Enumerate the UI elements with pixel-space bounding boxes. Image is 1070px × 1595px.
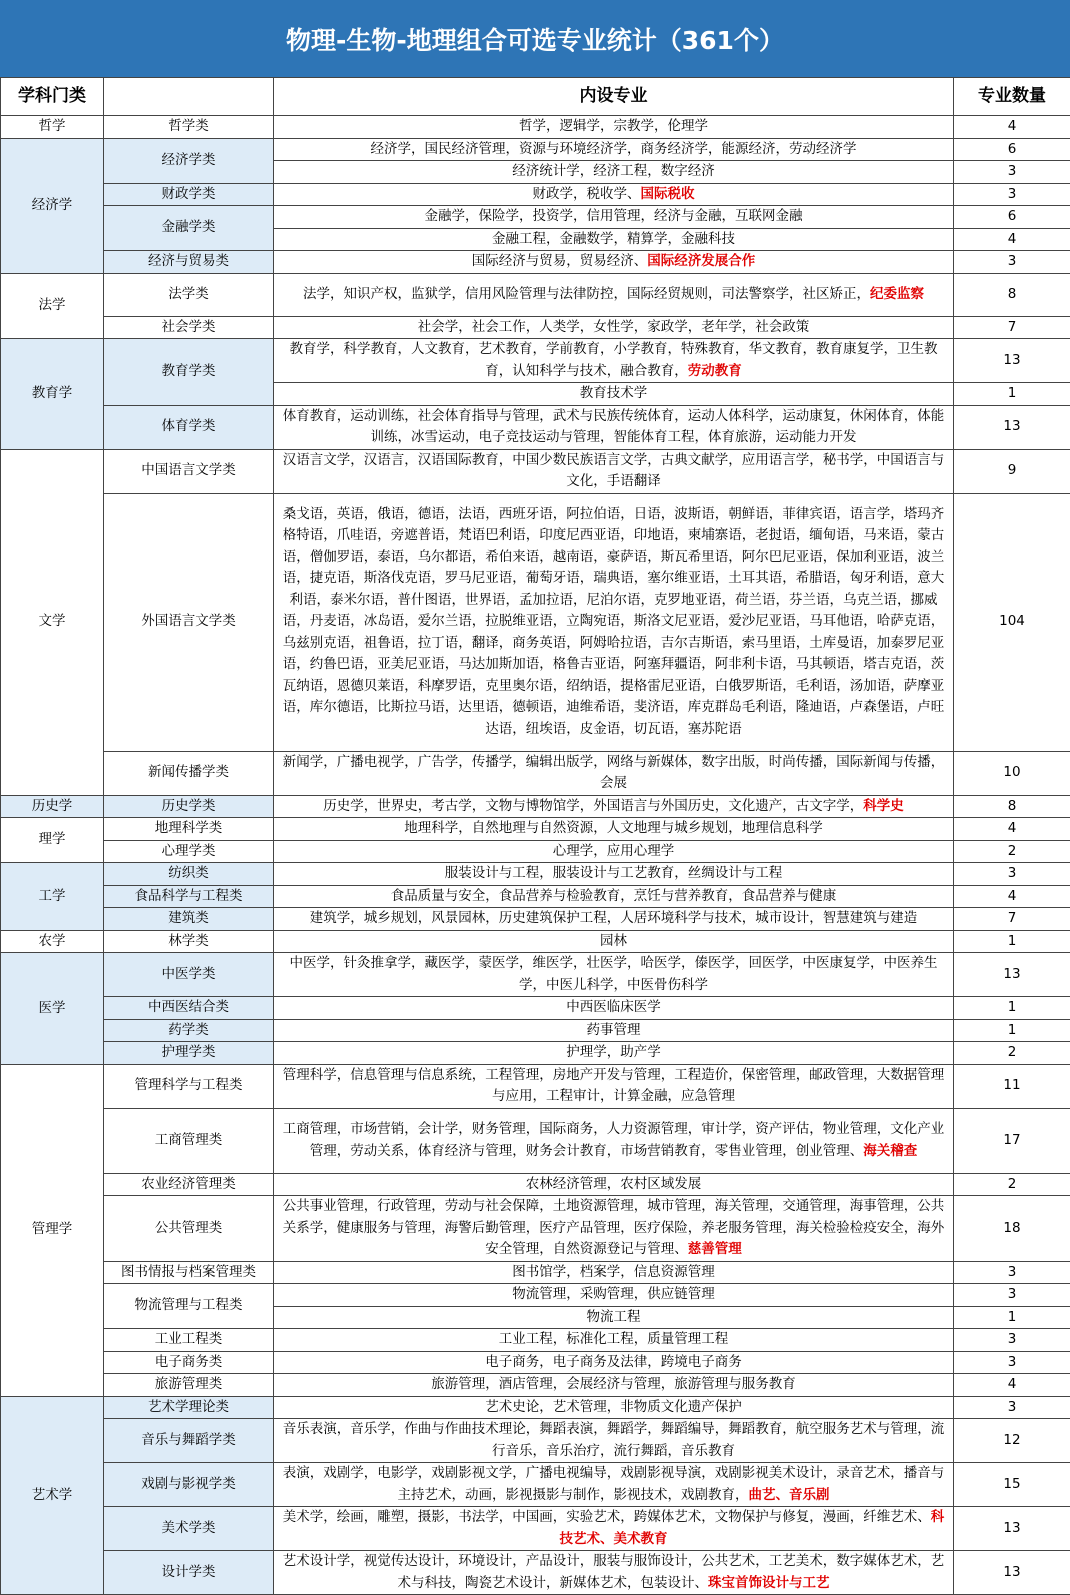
majors-text: 汉语言文学，汉语言，汉语国际教育，中国少数民族语言文学，古典文献学，应用语言学，秘书学，中国语言与文化，手语翻译 xyxy=(282,451,945,489)
category-cell: 教育学 xyxy=(1,339,104,450)
header-majors: 内设专业 xyxy=(274,78,954,116)
count-cell: 3 xyxy=(954,251,1070,274)
class-cell: 工业工程类 xyxy=(104,1329,274,1352)
majors-text: 金融学，保险学，投资学，信用管理，经济与金融，互联网金融 xyxy=(424,208,803,224)
table-row xyxy=(1,1396,1070,1419)
count-cell: 4 xyxy=(954,885,1070,908)
category-cell: 医学 xyxy=(1,953,104,1065)
table-row xyxy=(1,1329,1070,1352)
majors-cell xyxy=(274,206,954,229)
class-cell: 公共管理类 xyxy=(104,1196,274,1262)
table-row xyxy=(1,493,1070,751)
majors-cell xyxy=(274,908,954,931)
majors-text: 表演，戏剧学，电影学，戏剧影视文学，广播电视编导，戏剧影视导演，戏剧影视美术设计，录音艺术，播音与主持艺术，动画，影视摄影与制作，影视技术，戏剧教育， xyxy=(282,1465,945,1503)
highlighted-major: 国际经济发展合作 xyxy=(647,253,756,269)
table-row xyxy=(1,1507,1070,1551)
table-row xyxy=(1,818,1070,841)
count-cell: 6 xyxy=(954,138,1070,161)
majors-text: 艺术史论，艺术管理，非物质文化遗产保护 xyxy=(485,1398,742,1415)
majors-text: 农林经济管理，农村区域发展 xyxy=(525,1175,702,1192)
table-row xyxy=(1,1173,1070,1196)
majors-cell xyxy=(274,183,954,206)
majors-cell xyxy=(274,885,954,908)
majors-text: 社会学，社会工作，人类学，女性学，家政学，老年学，社会政策 xyxy=(417,318,810,335)
majors-cell xyxy=(274,161,954,184)
class-cell: 法学类 xyxy=(104,273,274,316)
majors-text: 物流管理，采购管理，供应链管理 xyxy=(512,1286,715,1302)
majors-table xyxy=(0,77,1070,1595)
table-row xyxy=(1,1284,1070,1307)
category-cell: 理学 xyxy=(1,818,104,863)
count-cell: 3 xyxy=(954,1284,1070,1307)
class-cell: 农业经济管理类 xyxy=(104,1173,274,1196)
class-cell: 新闻传播学类 xyxy=(104,751,274,795)
majors-cell xyxy=(274,251,954,274)
table-row xyxy=(1,1551,1070,1595)
count-cell: 2 xyxy=(954,840,1070,863)
highlighted-major: 慈善管理 xyxy=(687,1241,742,1257)
majors-text: 体育教育，运动训练，社会体育指导与管理，武术与民族传统体育，运动人体科学，运动康复，休闲体育，体能训练，冰雪运动，电子竞技运动与管理，智能体育工程，体育旅游，运动能力开发 xyxy=(282,407,945,445)
majors-cell xyxy=(274,863,954,886)
table-row xyxy=(1,1463,1070,1507)
count-cell: 1 xyxy=(954,383,1070,406)
class-cell: 林学类 xyxy=(104,930,274,953)
table-row xyxy=(1,405,1070,449)
table-row xyxy=(1,1019,1070,1042)
table-row xyxy=(1,885,1070,908)
majors-cell xyxy=(274,339,954,383)
class-cell: 社会学类 xyxy=(104,316,274,339)
category-cell: 管理学 xyxy=(1,1064,104,1396)
majors-text: 园林 xyxy=(600,932,627,949)
highlighted-major: 国际税收 xyxy=(640,185,695,202)
majors-text: 教育技术学 xyxy=(579,385,648,401)
count-cell: 18 xyxy=(954,1196,1070,1262)
class-cell: 食品科学与工程类 xyxy=(104,885,274,908)
majors-text: 财政学，税收学、 xyxy=(532,185,641,202)
class-cell: 旅游管理类 xyxy=(104,1374,274,1397)
header-category: 学科门类 xyxy=(1,78,104,116)
table-row xyxy=(1,930,1070,953)
majors-text: 旅游管理，酒店管理，会展经济与管理，旅游管理与服务教育 xyxy=(431,1376,796,1392)
table-row xyxy=(1,116,1070,139)
table-row xyxy=(1,316,1070,339)
highlighted-major: 曲艺、音乐剧 xyxy=(748,1486,830,1503)
table-row xyxy=(1,1374,1070,1397)
majors-cell xyxy=(274,449,954,493)
majors-cell xyxy=(274,405,954,449)
table-row xyxy=(1,840,1070,863)
category-cell: 经济学 xyxy=(1,138,104,273)
majors-text: 护理学，助产学 xyxy=(566,1044,661,1060)
majors-cell xyxy=(274,116,954,139)
count-cell: 1 xyxy=(954,997,1070,1020)
count-cell: 3 xyxy=(954,1329,1070,1352)
table-row xyxy=(1,795,1070,818)
class-cell: 哲学类 xyxy=(104,116,274,139)
class-cell: 经济学类 xyxy=(104,138,274,183)
count-cell: 3 xyxy=(954,863,1070,886)
majors-cell xyxy=(274,751,954,795)
majors-cell xyxy=(274,1196,954,1262)
majors-cell xyxy=(274,1173,954,1196)
count-cell: 6 xyxy=(954,206,1070,229)
class-cell: 中西医结合类 xyxy=(104,997,274,1020)
class-cell: 中医学类 xyxy=(104,953,274,997)
majors-cell xyxy=(274,273,954,316)
count-cell: 3 xyxy=(954,183,1070,206)
majors-text: 物流工程 xyxy=(586,1308,641,1325)
table-row xyxy=(1,1042,1070,1065)
highlighted-major: 科技艺术、美术教育 xyxy=(559,1509,945,1547)
class-cell: 工商管理类 xyxy=(104,1108,274,1173)
majors-cell xyxy=(274,1284,954,1307)
count-cell: 7 xyxy=(954,908,1070,931)
count-cell: 4 xyxy=(954,1374,1070,1397)
majors-cell xyxy=(274,1396,954,1419)
count-cell: 1 xyxy=(954,930,1070,953)
class-cell: 音乐与舞蹈学类 xyxy=(104,1419,274,1463)
class-cell: 物流管理与工程类 xyxy=(104,1284,274,1329)
table-row xyxy=(1,1261,1070,1284)
class-cell: 外国语言文学类 xyxy=(104,493,274,751)
count-cell: 17 xyxy=(954,1108,1070,1173)
majors-text: 艺术设计学，视觉传达设计，环境设计，产品设计，服装与服饰设计，公共艺术，工艺美术，数字媒体艺术，艺术与科技，陶瓷艺术设计，新媒体艺术，包装设计、 xyxy=(282,1553,945,1591)
majors-text: 教育学，科学教育，人文教育，艺术教育，学前教育，小学教育，特殊教育，华文教育，教育康复学，卫生教育，认知科学与技术，融合教育， xyxy=(289,341,938,379)
count-cell: 4 xyxy=(954,228,1070,251)
class-cell: 戏剧与影视学类 xyxy=(104,1463,274,1507)
count-cell: 1 xyxy=(954,1306,1070,1329)
table-row xyxy=(1,997,1070,1020)
majors-cell xyxy=(274,1108,954,1173)
majors-text: 服装设计与工程，服装设计与工艺教育，丝绸设计与工程 xyxy=(444,865,783,881)
class-cell: 管理科学与工程类 xyxy=(104,1064,274,1108)
count-cell: 4 xyxy=(954,116,1070,139)
class-cell: 建筑类 xyxy=(104,908,274,931)
majors-text: 药事管理 xyxy=(586,1021,641,1038)
table-row xyxy=(1,1351,1070,1374)
majors-text: 建筑学，城乡规划，风景园林，历史建筑保护工程，人居环境科学与技术，城市设计，智慧建筑与建造 xyxy=(309,910,918,926)
majors-text: 金融工程，金融数学，精算学，金融科技 xyxy=(492,230,735,247)
majors-cell xyxy=(274,818,954,841)
majors-cell xyxy=(274,1329,954,1352)
class-cell: 纺织类 xyxy=(104,863,274,886)
highlighted-major: 科学史 xyxy=(863,797,904,814)
category-cell: 文学 xyxy=(1,449,104,795)
highlighted-major: 珠宝首饰设计与工艺 xyxy=(708,1574,830,1591)
majors-cell xyxy=(274,930,954,953)
majors-cell xyxy=(274,493,954,751)
class-cell: 设计学类 xyxy=(104,1551,274,1595)
majors-text: 经济统计学，经济工程，数字经济 xyxy=(512,163,715,179)
majors-cell xyxy=(274,1419,954,1463)
category-cell: 哲学 xyxy=(1,116,104,139)
majors-text: 图书馆学，档案学，信息资源管理 xyxy=(512,1263,715,1280)
majors-cell xyxy=(274,228,954,251)
count-cell: 10 xyxy=(954,751,1070,795)
majors-text: 中医学，针灸推拿学，藏医学，蒙医学，维医学，壮医学，哈医学，傣医学，回医学，中医康复学，中医养生学，中医儿科学，中医骨伤科学 xyxy=(289,955,938,993)
majors-cell xyxy=(274,1064,954,1108)
majors-text: 工商管理，市场营销，会计学，财务管理，国际商务，人力资源管理，审计学，资产评估，物业管理，文化产业管理，劳动关系，体育经济与管理，财务会计教育，市场营销教育，零售业管理，创业管理、 xyxy=(282,1121,945,1159)
table-row xyxy=(1,339,1070,383)
majors-text: 地理科学，自然地理与自然资源，人文地理与城乡规划，地理信息科学 xyxy=(404,820,823,836)
count-cell: 3 xyxy=(954,161,1070,184)
count-cell: 3 xyxy=(954,1351,1070,1374)
count-cell: 9 xyxy=(954,449,1070,493)
count-cell: 15 xyxy=(954,1463,1070,1507)
majors-cell xyxy=(274,1463,954,1507)
table-row xyxy=(1,863,1070,886)
category-cell: 工学 xyxy=(1,863,104,931)
majors-cell xyxy=(274,316,954,339)
majors-cell xyxy=(274,138,954,161)
class-cell: 教育学类 xyxy=(104,339,274,406)
table-row xyxy=(1,206,1070,229)
class-cell: 电子商务类 xyxy=(104,1351,274,1374)
majors-cell xyxy=(274,1306,954,1329)
majors-text: 法学，知识产权，监狱学，信用风险管理与法律防控，国际经贸规则，司法警察学，社区矫正， xyxy=(303,285,870,302)
highlighted-major: 纪委监察 xyxy=(870,285,924,302)
count-cell: 8 xyxy=(954,795,1070,818)
majors-text: 经济学，国民经济管理，资源与环境经济学，商务经济学，能源经济，劳动经济学 xyxy=(370,140,857,157)
count-cell: 104 xyxy=(954,493,1070,751)
table-body xyxy=(1,116,1070,1595)
count-cell: 2 xyxy=(954,1042,1070,1065)
majors-text: 心理学，应用心理学 xyxy=(552,842,675,859)
table-row xyxy=(1,1108,1070,1173)
class-cell: 护理学类 xyxy=(104,1042,274,1065)
count-cell: 11 xyxy=(954,1064,1070,1108)
majors-text: 管理科学，信息管理与信息系统，工程管理，房地产开发与管理，工程造价，保密管理，邮政管理，大数据管理与应用，工程审计，计算金融，应急管理 xyxy=(282,1066,945,1104)
highlighted-major: 海关稽查 xyxy=(863,1142,918,1159)
majors-cell xyxy=(274,1551,954,1595)
class-cell: 金融学类 xyxy=(104,206,274,251)
majors-cell xyxy=(274,1042,954,1065)
table-row xyxy=(1,183,1070,206)
majors-text: 音乐表演，音乐学，作曲与作曲技术理论，舞蹈表演，舞蹈学，舞蹈编导，舞蹈教育，航空服务艺术与管理，流行音乐，音乐治疗，流行舞蹈，音乐教育 xyxy=(282,1421,945,1459)
class-cell: 美术学类 xyxy=(104,1507,274,1551)
majors-text: 历史学，世界史，考古学，文物与博物馆学，外国语言与外国历史，文化遗产，古文字学， xyxy=(323,797,864,814)
class-cell: 经济与贸易类 xyxy=(104,251,274,274)
class-cell: 地理科学类 xyxy=(104,818,274,841)
header-row xyxy=(1,78,1070,116)
count-cell: 8 xyxy=(954,273,1070,316)
majors-text: 美术学，绘画，雕塑，摄影，书法学，中国画，实验艺术，跨媒体艺术，文物保护与修复，漫画，纤维艺术、 xyxy=(282,1509,931,1525)
count-cell: 13 xyxy=(954,953,1070,997)
table-row xyxy=(1,251,1070,274)
majors-text: 新闻学，广播电视学，广告学，传播学，编辑出版学，网络与新媒体，数字出版，时尚传播，国际新闻与传播，会展 xyxy=(282,753,945,791)
class-cell: 历史学类 xyxy=(104,795,274,818)
header-count: 专业数量 xyxy=(954,78,1070,116)
category-cell: 艺术学 xyxy=(1,1396,104,1595)
majors-cell xyxy=(274,1507,954,1551)
majors-text: 中西医临床医学 xyxy=(566,999,661,1015)
count-cell: 3 xyxy=(954,1396,1070,1419)
category-cell: 农学 xyxy=(1,930,104,953)
majors-text: 桑戈语，英语，俄语，德语，法语，西班牙语，阿拉伯语，日语，波斯语，朝鲜语，菲律宾语，语言学，塔玛齐格特语，爪哇语，旁遮普语，梵语巴利语，印度尼西亚语，印地语，柬埔寨语，老挝语，缅甸语，马来语，蒙古语，僧伽罗语，泰语，乌尔都语，希伯来语，越南语，豪萨语，斯瓦希里语，阿尔巴尼亚语，保加利亚语，波兰语，捷克语，斯洛伐克语，罗马尼亚语，葡萄牙语，瑞典语，塞尔维亚语，土耳其语，希腊语，匈牙利语，意大利语，泰米尔语，普什图语，世界语，孟加拉语，尼泊尔语，克罗地亚语，荷兰语，芬兰语，乌克兰语，挪威语，丹麦语，冰岛语，爱尔兰语，拉脱维亚语，立陶宛语，斯洛文尼亚语，爱沙尼亚语，马耳他语，哈萨克语，乌兹别克语，祖鲁语，拉丁语，翻译，商务英语，阿姆哈拉语，吉尔吉斯语，索马里语，土库曼语，加泰罗尼亚语，约鲁巴语，亚美尼亚语，马达加斯加语，格鲁吉亚语，阿塞拜疆语，阿非利卡语，马其顿语，塔吉克语，茨瓦纳语，恩德贝莱语，科摩罗语，克里奥尔语，绍纳语，提格雷尼亚语，白俄罗斯语，毛利语，汤加语，萨摩亚语，库尔德语，比斯拉马语，达里语，德顿语，迪维希语，斐济语，库克群岛毛利语，隆迪语，卢森堡语，卢旺达语，纽埃语，皮金语，切瓦语，塞苏陀语 xyxy=(282,505,945,737)
majors-cell xyxy=(274,953,954,997)
majors-cell xyxy=(274,1261,954,1284)
table-row xyxy=(1,1196,1070,1262)
table-row xyxy=(1,273,1070,316)
count-cell: 13 xyxy=(954,339,1070,383)
count-cell: 4 xyxy=(954,818,1070,841)
count-cell: 13 xyxy=(954,405,1070,449)
header-class xyxy=(104,78,274,116)
majors-text: 哲学，逻辑学，宗教学，伦理学 xyxy=(519,118,708,134)
majors-text: 国际经济与贸易，贸易经济、 xyxy=(471,253,648,269)
category-cell: 历史学 xyxy=(1,795,104,818)
majors-cell xyxy=(274,840,954,863)
class-cell: 图书情报与档案管理类 xyxy=(104,1261,274,1284)
count-cell: 3 xyxy=(954,1261,1070,1284)
count-cell: 1 xyxy=(954,1019,1070,1042)
class-cell: 中国语言文学类 xyxy=(104,449,274,493)
page-title: 物理-生物-地理组合可选专业统计（361个） xyxy=(0,0,1070,77)
table-row xyxy=(1,449,1070,493)
count-cell: 7 xyxy=(954,316,1070,339)
class-cell: 财政学类 xyxy=(104,183,274,206)
count-cell: 13 xyxy=(954,1551,1070,1595)
class-cell: 体育学类 xyxy=(104,405,274,449)
majors-cell xyxy=(274,1374,954,1397)
count-cell: 13 xyxy=(954,1507,1070,1551)
majors-cell xyxy=(274,1351,954,1374)
majors-cell xyxy=(274,1019,954,1042)
majors-cell xyxy=(274,383,954,406)
table-row xyxy=(1,138,1070,161)
majors-text: 公共事业管理，行政管理，劳动与社会保障，土地资源管理，城市管理，海关管理，交通管理，海事管理，公共关系学，健康服务与管理，海警后勤管理，医疗产品管理，医疗保险，养老服务管理，海关检验检疫安全，海外安全管理，自然资源登记与管理、 xyxy=(282,1198,945,1257)
table-row xyxy=(1,751,1070,795)
highlighted-major: 劳动教育 xyxy=(687,362,742,379)
count-cell: 2 xyxy=(954,1173,1070,1196)
majors-cell xyxy=(274,997,954,1020)
class-cell: 药学类 xyxy=(104,1019,274,1042)
category-cell: 法学 xyxy=(1,273,104,339)
table-row xyxy=(1,908,1070,931)
majors-cell xyxy=(274,795,954,818)
table-row xyxy=(1,953,1070,997)
table-row xyxy=(1,1064,1070,1108)
majors-text: 电子商务，电子商务及法律，跨境电子商务 xyxy=(485,1353,742,1370)
class-cell: 艺术学理论类 xyxy=(104,1396,274,1419)
count-cell: 12 xyxy=(954,1419,1070,1463)
majors-text: 工业工程，标准化工程，质量管理工程 xyxy=(498,1331,729,1347)
majors-text: 食品质量与安全，食品营养与检验教育，烹饪与营养教育，食品营养与健康 xyxy=(390,887,837,904)
class-cell: 心理学类 xyxy=(104,840,274,863)
table-row xyxy=(1,1419,1070,1463)
